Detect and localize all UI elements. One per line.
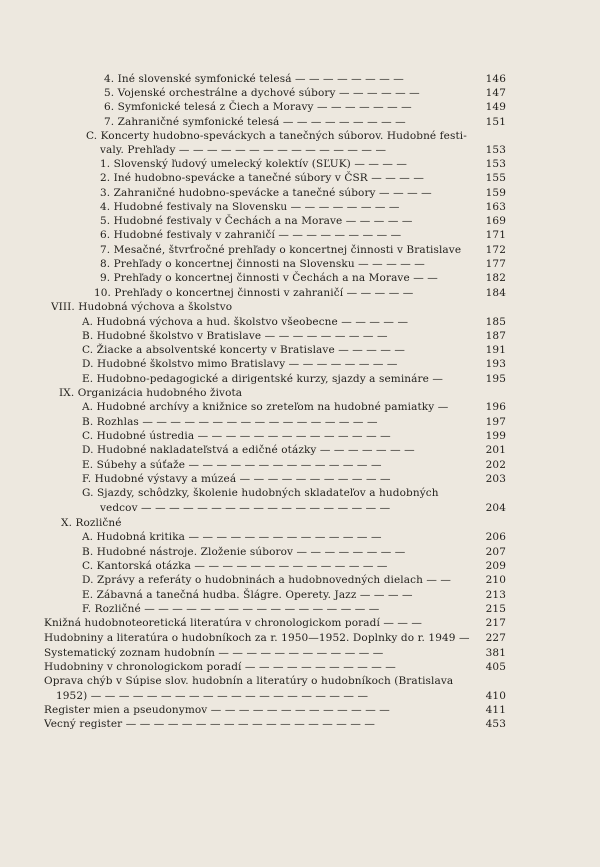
toc-entry	[100, 171, 506, 185]
toc-entry	[82, 329, 506, 343]
toc-entry	[82, 545, 506, 559]
toc-entry	[82, 602, 506, 616]
toc-entry-text: 5. Hudobné festivaly v Čechách a na Morave — — — — —	[100, 215, 413, 227]
toc-entry	[82, 357, 506, 371]
toc-entry	[59, 386, 506, 400]
toc-entry-text: Knižná hudobnoteoretická literatúra v chronologickom poradí — — —	[44, 617, 423, 629]
toc-entry-text: vedcov — — — — — — — — — — — — — — — — — —	[100, 502, 391, 514]
toc-entry	[82, 530, 506, 544]
toc-entry-text: A. Hudobná výchova a hud. školstvo všeobecne — — — — —	[82, 316, 409, 328]
toc-entry	[86, 129, 506, 143]
toc-entry-page-number: 153	[483, 143, 506, 157]
toc-entry	[82, 429, 506, 443]
toc-entry	[100, 214, 506, 228]
toc-entry-text: C. Žiacke a absolventské koncerty v Bratislave — — — — —	[82, 344, 405, 356]
toc-entry-page-number: 184	[483, 286, 506, 300]
toc-entry-text: Vecný register — — — — — — — — — — — — — — — — — —	[44, 718, 375, 730]
toc-entry	[82, 415, 506, 429]
toc-entry	[100, 243, 506, 257]
toc-entry-page-number: 169	[483, 214, 506, 228]
toc-entry-page-number: 187	[483, 329, 506, 343]
toc-entry	[44, 703, 506, 717]
toc-entry	[100, 228, 506, 242]
toc-entry	[82, 573, 506, 587]
toc-entry-page-number: 206	[483, 530, 506, 544]
toc-entry-page-number: 159	[483, 186, 506, 200]
toc-entry-text: 8. Prehľady o koncertnej činnosti na Slovensku — — — — —	[100, 258, 425, 270]
toc-entry	[44, 631, 506, 645]
toc-entry	[82, 443, 506, 457]
toc-entry-text: 6. Symfonické telesá z Čiech a Moravy — — — — — — —	[104, 101, 412, 113]
toc-entry-text: Hudobniny a literatúra o hudobníkoch za r. 1950—1952. Doplnky do r. 1949 —	[44, 632, 470, 644]
toc-entry	[94, 286, 506, 300]
toc-entry	[44, 674, 506, 688]
toc-entry	[82, 315, 506, 329]
toc-entry-page-number: 217	[483, 616, 506, 630]
toc-entry-text: IX. Organizácia hudobného života	[59, 387, 243, 399]
toc-entry	[56, 689, 506, 703]
toc-entry-text: 7. Mesačné, štvrťročné prehľady o koncertnej činnosti v Bratislave	[100, 244, 462, 256]
toc-entry-text: 9. Prehľady o koncertnej činnosti v Čechách a na Morave — —	[100, 272, 438, 284]
toc-entry-page-number: 155	[483, 171, 506, 185]
toc-entry-page-number: 151	[483, 115, 506, 129]
toc-entry-text: 6. Hudobné festivaly v zahraničí — — — — — — — — —	[100, 229, 402, 241]
toc-entry-text: F. Rozličné — — — — — — — — — — — — — — — — —	[82, 603, 380, 615]
toc-entry-text: B. Rozhlas — — — — — — — — — — — — — — — — —	[82, 416, 378, 428]
toc-entry	[82, 472, 506, 486]
toc-entry-page-number: 207	[483, 545, 506, 559]
toc-entry-page-number: 410	[483, 689, 506, 703]
toc-entry-page-number: 146	[483, 72, 506, 86]
toc-entry-text: Systematický zoznam hudobnín — — — — — — — — — — — —	[44, 647, 384, 659]
toc-entry	[82, 458, 506, 472]
toc-entry	[82, 588, 506, 602]
toc-entry-text: Register mien a pseudonymov — — — — — — — — — — — — —	[44, 704, 390, 716]
toc-entry-text: C. Kantorská otázka — — — — — — — — — — — — — —	[82, 560, 388, 572]
toc-entry-page-number: 153	[483, 157, 506, 171]
toc-entry	[104, 72, 506, 86]
toc-entry-text: F. Hudobné výstavy a múzeá — — — — — — — — — — —	[82, 473, 391, 485]
toc-entry	[100, 143, 506, 157]
toc-entry	[100, 186, 506, 200]
toc-entry-page-number: 193	[483, 357, 506, 371]
toc-entry-text: D. Zprávy a referáty o hudobninách a hudobnovedných dielach — —	[82, 574, 452, 586]
toc-entry	[82, 486, 506, 500]
toc-entry-text: 4. Hudobné festivaly na Slovensku — — — — — — — —	[100, 201, 400, 213]
toc-entry-page-number: 210	[483, 573, 506, 587]
toc-entry-page-number: 213	[483, 588, 506, 602]
toc-entry-page-number: 405	[483, 660, 506, 674]
toc-entry-text: E. Hudobno-pedagogické a dirigentské kurzy, sjazdy a semináre —	[82, 373, 443, 385]
toc-entry	[104, 100, 506, 114]
toc-entry	[61, 516, 506, 530]
toc-entry-text: D. Hudobné nakladateľstvá a edičné otázky — — — — — — —	[82, 444, 415, 456]
toc-entry-text: A. Hudobné archívy a knižnice so zreteľom na hudobné pamiatky —	[82, 401, 449, 413]
toc-entry	[104, 86, 506, 100]
toc-entry-text: 5. Vojenské orchestrálne a dychové súbory — — — — — —	[104, 87, 420, 99]
toc-entry	[100, 157, 506, 171]
toc-entry	[44, 660, 506, 674]
toc-entry-text: VIII. Hudobná výchova a školstvo	[51, 301, 233, 313]
toc-entry-page-number: 202	[483, 458, 506, 472]
toc-entry-text: B. Hudobné nástroje. Zloženie súborov — — — — — — — —	[82, 546, 406, 558]
toc-entry-page-number: 171	[483, 228, 506, 242]
toc-entry-text: 7. Zahraničné symfonické telesá — — — — — — — — —	[104, 116, 406, 128]
toc-entry-page-number: 147	[483, 86, 506, 100]
toc-entry	[100, 501, 506, 515]
toc-entry	[82, 559, 506, 573]
toc-entry-page-number: 204	[483, 501, 506, 515]
toc-entry	[82, 372, 506, 386]
toc-entry	[100, 271, 506, 285]
toc-entry-page-number: 195	[483, 372, 506, 386]
toc-entry-page-number: 172	[483, 243, 506, 257]
toc-entry-text: 2. Iné hudobno-spevácke a tanečné súbory v ČSR — — — —	[100, 172, 424, 184]
toc-entry-page-number: 196	[483, 400, 506, 414]
toc-entry-page-number: 182	[483, 271, 506, 285]
toc-entry-page-number: 191	[483, 343, 506, 357]
toc-entry	[100, 257, 506, 271]
toc-entry-text: valy. Prehľady — — — — — — — — — — — — — — —	[100, 144, 387, 156]
toc-entry-page-number: 197	[483, 415, 506, 429]
toc-entry-page-number: 149	[483, 100, 506, 114]
toc-entry-text: X. Rozličné	[61, 517, 122, 529]
toc-entry-text: D. Hudobné školstvo mimo Bratislavy — — — — — — — —	[82, 358, 398, 370]
toc-entry-page-number: 185	[483, 315, 506, 329]
toc-entry-page-number: 177	[483, 257, 506, 271]
toc-entry-text: A. Hudobná kritika — — — — — — — — — — — — — —	[82, 531, 382, 543]
toc-entry-text: G. Sjazdy, schôdzky, školenie hudobných skladateľov a hudobných	[82, 487, 439, 499]
toc-entry-text: C. Hudobné ústredia — — — — — — — — — — — — — —	[82, 430, 391, 442]
toc-entry-page-number: 199	[483, 429, 506, 443]
toc-entry-page-number: 215	[483, 602, 506, 616]
toc-entry	[104, 115, 506, 129]
toc-entry	[44, 616, 506, 630]
toc-entry-page-number: 209	[483, 559, 506, 573]
toc-entry-text: 1952) — — — — — — — — — — — — — — — — — — — —	[56, 690, 369, 702]
toc-entry-text: Oprava chýb v Súpise slov. hudobnín a literatúry o hudobníkoch (Bratislava	[44, 675, 454, 687]
toc-entry-page-number: 201	[483, 443, 506, 457]
toc-entry-text: E. Zábavná a tanečná hudba. Šlágre. Operety. Jazz — — — —	[82, 589, 413, 601]
toc-entry-page-number: 227	[483, 631, 506, 645]
toc-entry-text: E. Súbehy a súťaže — — — — — — — — — — — — — —	[82, 459, 382, 471]
toc-entry	[44, 717, 506, 731]
toc-entry	[82, 400, 506, 414]
toc-entry	[82, 343, 506, 357]
toc-entry	[44, 646, 506, 660]
toc-entry-text: 1. Slovenský ľudový umelecký kolektív (SĽUK) — — — —	[100, 158, 408, 170]
toc-entry-text: C. Koncerty hudobno-speváckych a tanečných súborov. Hudobné festi-	[86, 130, 467, 142]
toc-entry-page-number: 381	[483, 646, 506, 660]
toc-entry-page-number: 203	[483, 472, 506, 486]
toc-entry-text: 4. Iné slovenské symfonické telesá — — — — — — — —	[104, 73, 404, 85]
toc-entry-text: Hudobniny v chronologickom poradí — — — — — — — — — — —	[44, 661, 396, 673]
toc-entry-page-number: 453	[483, 717, 506, 731]
toc-entry-text: B. Hudobné školstvo v Bratislave — — — — — — — — —	[82, 330, 388, 342]
toc-entry-text: 3. Zahraničné hudobno-spevácke a tanečné súbory — — — —	[100, 187, 432, 199]
toc-entry	[100, 200, 506, 214]
toc-entry-text: 10. Prehľady o koncertnej činnosti v zahraničí — — — — —	[94, 287, 414, 299]
toc-entry	[51, 300, 506, 314]
toc-entry-page-number: 411	[483, 703, 506, 717]
toc-entry-page-number: 163	[483, 200, 506, 214]
